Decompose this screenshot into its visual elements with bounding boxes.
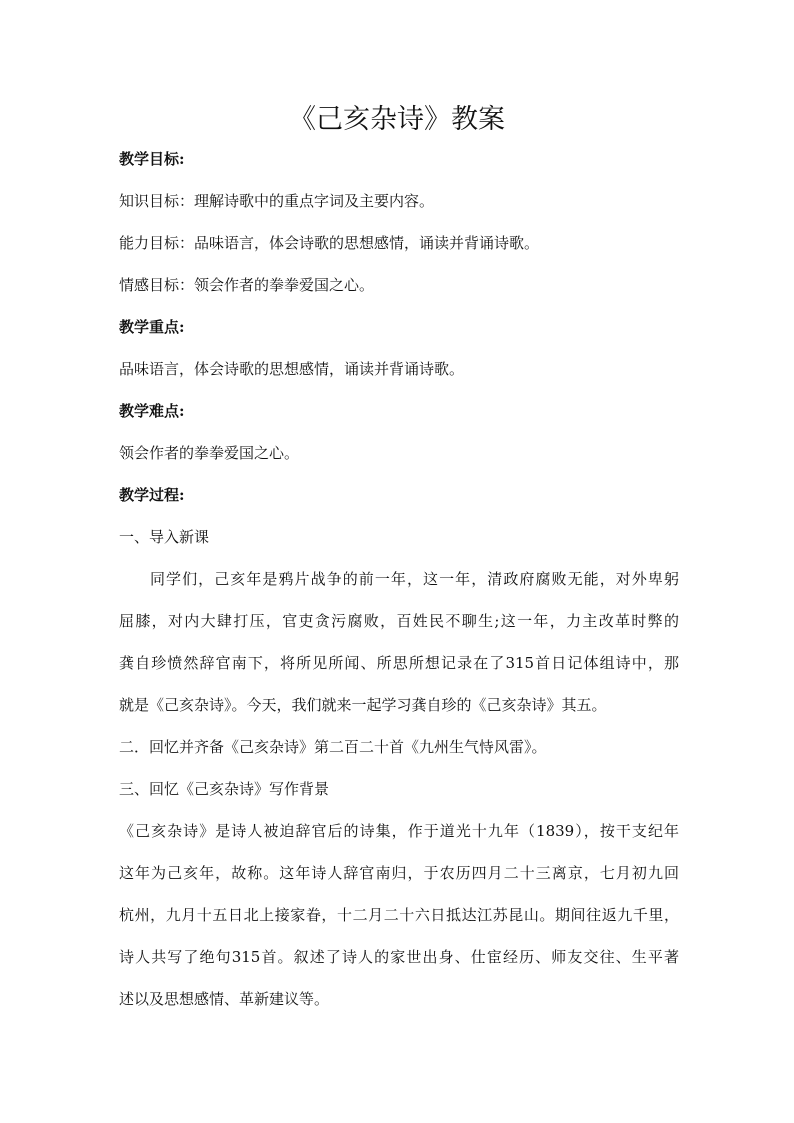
step3-paragraph-line: 这年为己亥年，故称。这年诗人辞官南归，于农历四月二十三离京，七月初九回 <box>119 864 679 882</box>
step3-paragraph-line: 诗人共写了绝句315首。叙述了诗人的家世出身、仕宦经历、师友交往、生平著 <box>119 948 679 966</box>
step3-heading: 三、回忆《己亥杂诗》写作背景 <box>119 780 330 798</box>
process-heading: 教学过程: <box>119 486 185 504</box>
step1-paragraph-line: 屈膝，对内大肆打压，官吏贪污腐败，百姓民不聊生;这一年，力主改革时弊的 <box>119 612 679 630</box>
step3-paragraph-line: 杭州，九月十五日北上接家眷，十二月二十六日抵达江苏昆山。期间往返九千里， <box>119 906 679 924</box>
goals-heading: 教学目标: <box>119 150 185 168</box>
key-points-heading: 教学重点: <box>119 318 185 336</box>
goal-knowledge: 知识目标：理解诗歌中的重点字词及主要内容。 <box>119 192 435 210</box>
key-points-text: 品味语言，体会诗歌的思想感情，诵读并背诵诗歌。 <box>119 360 465 378</box>
step1-paragraph-line: 龚自珍愤然辞官南下，将所见所闻、所思所想记录在了315首日记体组诗中，那 <box>119 654 679 672</box>
step1-paragraph-line: 就是《己亥杂诗》。今天，我们就来一起学习龚自珍的《己亥杂诗》其五。 <box>119 696 607 714</box>
step1-heading: 一、导入新课 <box>119 528 210 546</box>
step2-heading: 二．回忆并齐备《己亥杂诗》第二百二十首《九州生气恃风雷》。 <box>119 738 547 756</box>
goal-ability: 能力目标：品味语言，体会诗歌的思想感情，诵读并背诵诗歌。 <box>119 234 540 252</box>
difficulties-heading: 教学难点: <box>119 402 185 420</box>
document-title: 《己亥杂诗》教案 <box>289 104 505 135</box>
goal-emotion: 情感目标：领会作者的拳拳爱国之心。 <box>119 276 375 294</box>
step3-paragraph-line: 《己亥杂诗》是诗人被迫辞官后的诗集，作于道光十九年（1839），按干支纪年 <box>119 822 679 840</box>
step3-paragraph-line: 述以及思想感情、革新建议等。 <box>119 990 330 1008</box>
step1-paragraph-line: 同学们，己亥年是鸦片战争的前一年，这一年，清政府腐败无能，对外卑躬 <box>150 570 679 588</box>
difficulties-text: 领会作者的拳拳爱国之心。 <box>119 444 300 462</box>
